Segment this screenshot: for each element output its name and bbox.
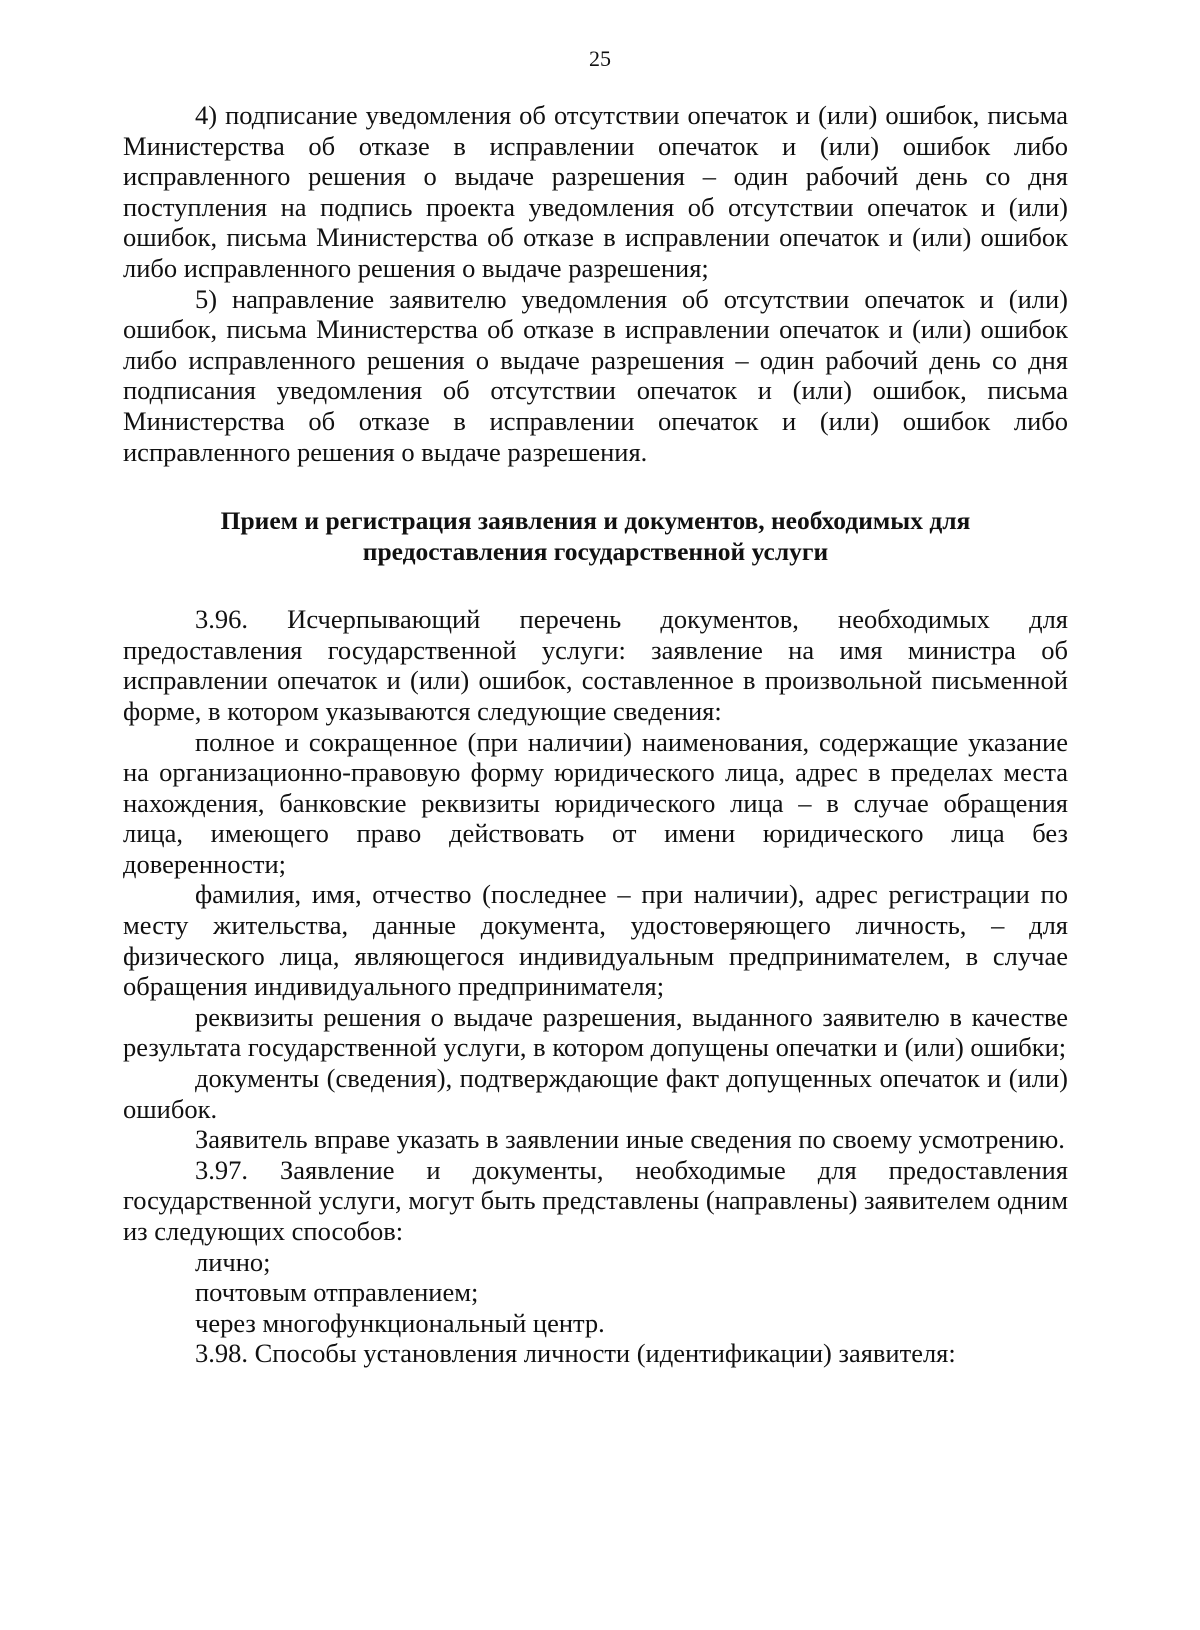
page-number: 25 — [589, 46, 611, 71]
paragraph-supporting-docs: документы (сведения), подтверждающие факт допущенных опечаток и (или) ошибок. — [123, 1063, 1068, 1124]
section-heading-line-1: Прием и регистрация заявления и документов, необходимых для — [220, 506, 971, 536]
paragraph-legal-entity-info: полное и сокращенное (при наличии) наименования, содержащие указание на организационно-правовую форму юридического лица, адрес в пределах места нахождения, банковские реквизиты юридического лица – в случае обращения лица, имеющего право действовать от имени юридического лица без доверенности; — [123, 726, 1068, 879]
paragraph-3-96: 3.96. Исчерпывающий перечень документов, необходимых для предоставления государственной услуги: заявление на имя министра об исправлении опечаток и (или) ошибок, составленное в произвольной письменной форме, в котором указываются следующие сведения: — [123, 604, 1068, 726]
section-heading — [123, 505, 1068, 567]
paragraph-3-97: 3.97. Заявление и документы, необходимые для предоставления государственной услуги, могут быть представлены (направлены) заявителем одним из следующих способов: — [123, 1154, 1068, 1246]
paragraph-permit-details: реквизиты решения о выдаче разрешения, выданного заявителю в качестве результата государственной услуги, в котором допущены опечатки и (или) ошибки; — [123, 1001, 1068, 1063]
section-heading-line-2: предоставления государственной услуги — [362, 537, 829, 567]
paragraph-additional-info: Заявитель вправе указать в заявлении иные сведения по своему усмотрению. — [195, 1124, 1065, 1155]
document-body — [123, 100, 1068, 1369]
list-item-via-mfc: через многофункциональный центр. — [195, 1307, 605, 1338]
paragraph-item-4: 4) подписание уведомления об отсутствии опечаток и (или) ошибок, письма Министерства об отказе в исправлении опечаток и (или) ошибок либо исправленного решения о выдаче разрешения – один рабочий день со дня поступления на подпись проекта уведомления об отсутствии опечаток и (или) ошибок, письма Министерства об отказе в исправлении опечаток и (или) ошибок либо исправленного решения о выдаче разрешения; — [123, 100, 1068, 283]
paragraph-individual-info: фамилия, имя, отчество (последнее – при наличии), адрес регистрации по месту жительства, данные документа, удостоверяющего личность, – для физического лица, являющегося индивидуальным предпринимателем, в случае обращения индивидуального предпринимателя; — [123, 879, 1068, 1002]
list-item-by-mail: почтовым отправлением; — [195, 1277, 479, 1308]
paragraph-item-5: 5) направление заявителю уведомления об отсутствии опечаток и (или) ошибок, письма Министерства об отказе в исправлении опечаток и (или) ошибок либо исправленного решения о выдаче разрешения – один рабочий день со дня подписания уведомления об отсутствии опечаток и (или) ошибок, письма Министерства об отказе в исправлении опечаток и (или) ошибок либо исправленного решения о выдаче разрешения. — [123, 283, 1068, 467]
paragraph-3-98: 3.98. Способы установления личности (идентификации) заявителя: — [195, 1338, 956, 1369]
list-item-in-person: лично; — [195, 1246, 271, 1277]
